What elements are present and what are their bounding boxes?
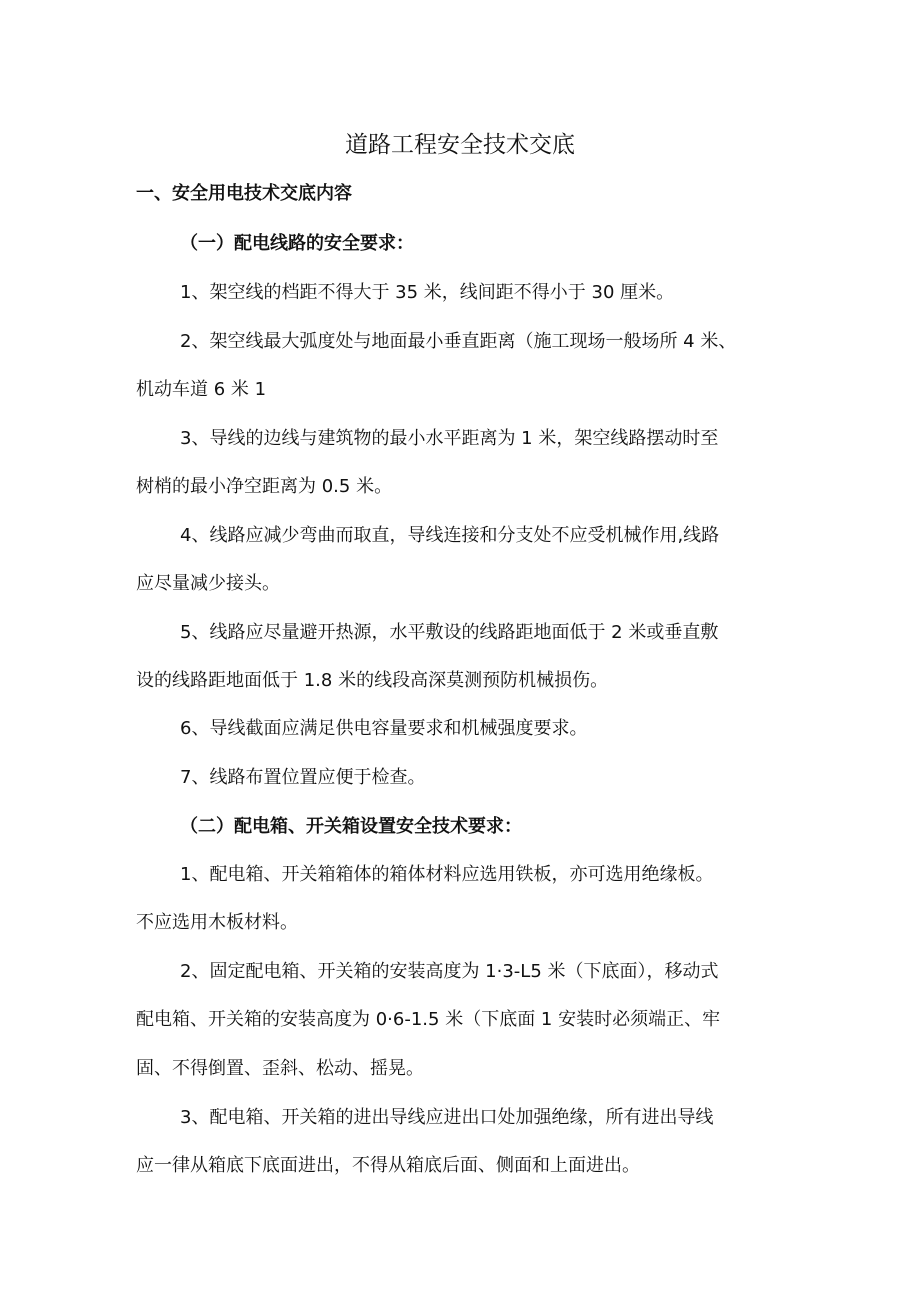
paragraph-item-1-6: 6、导线截面应满足供电容量要求和机械强度要求。 [180,718,588,739]
paragraph-item-1-1: 1、架空线的档距不得大于 35 米，线间距不得小于 30 厘米。 [180,282,675,303]
section-heading-electricity: 一、安全用电技术交底内容 [136,183,352,204]
paragraph-item-2-2-line1: 2、固定配电箱、开关箱的安装高度为 1·3-L5 米（下底面），移动式 [180,961,719,982]
document-title: 道路工程安全技术交底 [345,132,575,158]
paragraph-item-2-2-line2: 配电箱、开关箱的安装高度为 0·6-1.5 米（下底面 1 安装时必须端正、牢 [136,1009,721,1030]
paragraph-item-1-4-line1: 4、线路应减少弯曲而取直，导线连接和分支处不应受机械作用,线路 [180,525,720,546]
subsection-heading-wiring: （一）配电线路的安全要求： [180,233,414,254]
paragraph-item-2-2-line3: 固、不得倒置、歪斜、松动、摇晃。 [136,1058,424,1079]
paragraph-item-2-3-line1: 3、配电箱、开关箱的进出导线应进出口处加强绝缘，所有进出导线 [180,1107,714,1128]
paragraph-item-1-2-line1: 2、架空线最大弧度处与地面最小垂直距离（施工现场一般场所 4 米、 [180,331,737,352]
paragraph-item-1-7: 7、线路布置位置应便于检查。 [180,767,426,788]
paragraph-item-1-5-line2: 设的线路距地面低于 1.8 米的线段高深莫测预防机械损伤。 [136,670,609,691]
paragraph-item-1-3-line1: 3、导线的边线与建筑物的最小水平距离为 1 米，架空线路摆动时至 [180,428,719,449]
paragraph-item-2-1-line2: 不应选用木板材料。 [136,912,298,933]
paragraph-item-1-4-line2: 应尽量减少接头。 [136,573,280,594]
paragraph-item-1-3-line2: 树梢的最小净空距离为 0.5 米。 [136,476,393,497]
paragraph-item-1-5-line1: 5、线路应尽量避开热源，水平敷设的线路距地面低于 2 米或垂直敷 [180,622,719,643]
paragraph-item-2-1-line1: 1、配电箱、开关箱箱体的箱体材料应选用铁板，亦可选用绝缘板。 [180,864,714,885]
paragraph-item-1-2-line2: 机动车道 6 米 1 [136,379,267,400]
paragraph-item-2-3-line2: 应一律从箱底下底面进出，不得从箱底后面、侧面和上面进出。 [136,1155,640,1176]
subsection-heading-boxes: （二）配电箱、开关箱设置安全技术要求： [180,816,522,837]
